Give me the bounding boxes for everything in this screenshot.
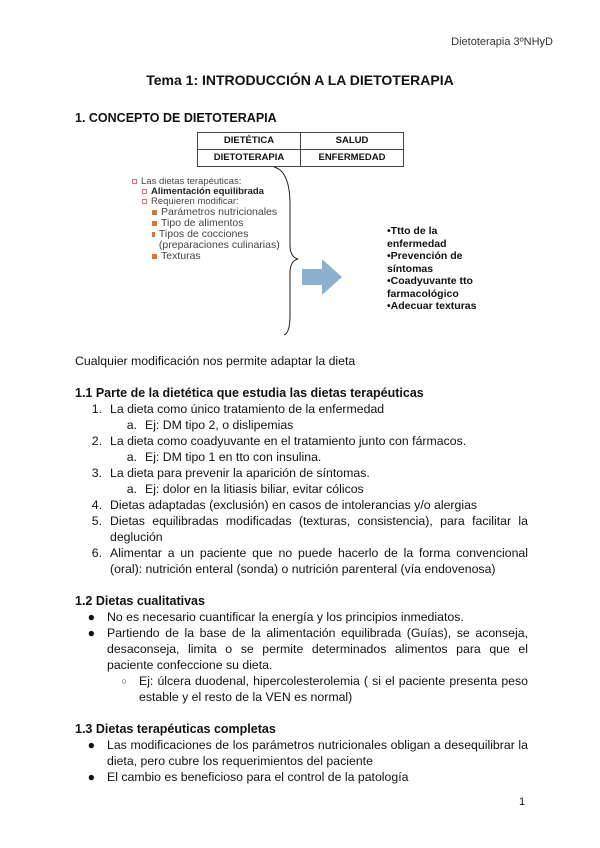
diagram-figure bbox=[132, 167, 528, 337]
list-subitem: a. Ej: dolor en la litiasis biliar, evitar cólicos bbox=[126, 482, 364, 496]
bullet-icon bbox=[152, 232, 155, 237]
list-number: 5. bbox=[91, 514, 102, 528]
list-number: 1. bbox=[91, 402, 102, 416]
figure-text: •Adecuar texturas bbox=[387, 300, 477, 312]
figure-text: •Coadyuvante tto farmacológico bbox=[387, 275, 473, 300]
figure-text: Parámetros nutricionales bbox=[161, 206, 278, 218]
figure-text: Tipo de alimentos bbox=[161, 217, 244, 229]
page-number: 1 bbox=[519, 796, 526, 808]
bullet-icon bbox=[152, 210, 157, 215]
list-text: Ej: úlcera duodenal, hipercolesterolemia ( si el paciente presenta peso estable y el resto de la VEN es normal) bbox=[139, 674, 528, 704]
list-item bbox=[75, 401, 528, 417]
list-item: ○ Ej: úlcera duodenal, hipercolesterolemia ( si el paciente presenta peso estable y el resto de la VEN es normal) bbox=[121, 674, 528, 704]
figure-text: Tipos de cocciones (preparaciones culinarias) bbox=[158, 228, 280, 251]
list-item bbox=[75, 433, 528, 449]
figure-left-list bbox=[132, 177, 282, 262]
brace-icon bbox=[272, 165, 302, 337]
section-heading: 1.2 Dietas cualitativas bbox=[75, 594, 205, 608]
figure-text: •Prevención de síntomas bbox=[387, 250, 463, 275]
document-body bbox=[75, 110, 528, 785]
figure-text: Alimentación equilibrada bbox=[151, 186, 264, 197]
list-item bbox=[75, 465, 528, 481]
bullet-icon bbox=[152, 254, 157, 259]
list-item bbox=[75, 497, 528, 513]
bullet-icon bbox=[142, 189, 147, 194]
bullet-list bbox=[75, 609, 528, 705]
section-heading: 1.3 Dietas terapéuticas completas bbox=[75, 722, 276, 736]
list-text: La dieta como coadyuvante en el tratamiento junto con fármacos. bbox=[110, 434, 467, 448]
bullet-list bbox=[75, 737, 528, 785]
section-heading: 1. CONCEPTO DE DIETOTERAPIA bbox=[75, 111, 277, 125]
list-item: ● No es necesario cuantificar la energía y los principios inmediatos. bbox=[87, 610, 464, 624]
list-item: ● Partiendo de la base de la alimentación equilibrada (Guías), se aconseja, desaconseja, limita o se permite determinados alimentos para que el paciente confeccione su dieta. bbox=[87, 626, 528, 672]
figure-text: Requieren modificar: bbox=[151, 196, 239, 207]
list-item bbox=[75, 545, 528, 577]
list-subitem: a. Ej: DM tipo 2, o dislipemias bbox=[126, 418, 294, 432]
arrow-right-icon bbox=[302, 259, 342, 295]
list-item bbox=[75, 513, 528, 545]
list-text: La dieta para prevenir la aparición de síntomas. bbox=[110, 466, 370, 480]
figure-text: Las dietas terapéuticas: bbox=[141, 176, 242, 187]
figure-right-list bbox=[387, 225, 487, 313]
table-cell: DIETÉTICA bbox=[198, 133, 301, 150]
list-number: 4. bbox=[91, 498, 102, 512]
table-cell: ENFERMEDAD bbox=[301, 150, 404, 167]
list-text: No es necesario cuantificar la energía y los principios inmediatos. bbox=[107, 610, 464, 624]
paragraph: Cualquier modificación nos permite adaptar la dieta bbox=[75, 354, 356, 368]
comparison-table bbox=[197, 132, 404, 167]
list-number: 6. bbox=[91, 546, 102, 560]
list-text: Las modificaciones de los parámetros nutricionales obligan a desequilibrar la dieta, pero cubre los requerimientos del paciente bbox=[107, 738, 528, 768]
bullet-icon bbox=[132, 179, 137, 184]
list-text: Ej: dolor en la litiasis biliar, evitar cólicos bbox=[145, 482, 364, 496]
page-header: Dietoterapia 3ºNHyD bbox=[451, 36, 553, 48]
bullet-icon bbox=[152, 221, 157, 226]
bullet-icon bbox=[142, 199, 147, 204]
list-item: ● El cambio es beneficioso para el control de la patología bbox=[87, 770, 409, 784]
list-text: Partiendo de la base de la alimentación equilibrada (Guías), se aconseja, desaconseja, limita o se permite determinados alimentos para que el paciente confeccione su dieta. bbox=[107, 626, 528, 672]
document-title: Tema 1: INTRODUCCIÓN A LA DIETOTERAPIA bbox=[146, 72, 454, 88]
list-text: Dietas adaptadas (exclusión) en casos de intolerancias y/o alergias bbox=[110, 498, 478, 512]
list-text: Dietas equilibradas modificadas (texturas, consistencia), para facilitar la deglución bbox=[110, 514, 528, 544]
list-text: La dieta como único tratamiento de la enfermedad bbox=[110, 402, 385, 416]
list-item: ● Las modificaciones de los parámetros nutricionales obligan a desequilibrar la dieta, pero cubre los requerimientos del paciente bbox=[87, 738, 528, 768]
figure-text: •Ttto de la enfermedad bbox=[387, 225, 447, 250]
list-text: Alimentar a un paciente que no puede hacerlo de la forma convencional (oral): nutrición enteral (sonda) o nutrición parenteral (vía endovenosa) bbox=[110, 546, 528, 576]
section-heading: 1.1 Parte de la dietética que estudia las dietas terapéuticas bbox=[75, 386, 424, 400]
list-text: El cambio es beneficioso para el control de la patología bbox=[107, 770, 409, 784]
list-text: Ej: DM tipo 2, o dislipemias bbox=[145, 418, 294, 432]
figure-text: Texturas bbox=[161, 250, 201, 262]
list-text: Ej: DM tipo 1 en tto con insulina. bbox=[145, 450, 322, 464]
list-number: 3. bbox=[91, 466, 102, 480]
table-cell: DIETOTERAPIA bbox=[198, 150, 301, 167]
list-subitem: a. Ej: DM tipo 1 en tto con insulina. bbox=[126, 450, 322, 464]
numbered-list bbox=[75, 401, 528, 577]
table-cell: SALUD bbox=[301, 133, 404, 150]
list-number: 2. bbox=[91, 434, 102, 448]
